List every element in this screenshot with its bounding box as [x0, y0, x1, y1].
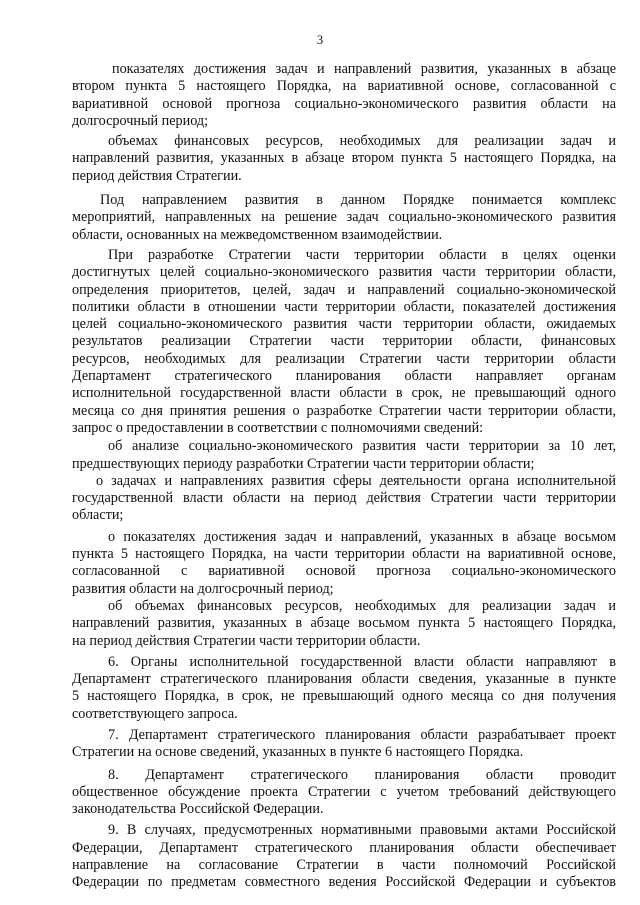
document-body: [72, 61, 616, 892]
text-line: политики области в отношении части территории области, показателей достижения: [72, 298, 616, 315]
text-line: об анализе социально-экономического развития части территории за 10 лет,: [108, 438, 616, 455]
text-line: Стратегии на основе сведений, указанных в пункте 6 настоящего Порядка.: [72, 744, 524, 761]
paragraph: [72, 247, 616, 437]
text-line: направлений развития, указанных в абзаце втором пункта 5 настоящего Порядка, на: [72, 150, 616, 167]
text-line: законодательства Российской Федерации.: [72, 801, 324, 818]
text-line: показателях достижения задач и направлений развития, указанных в абзаце: [112, 61, 616, 77]
text-line: ресурсов, необходимых для реализации Стратегии части территории области: [72, 350, 616, 367]
paragraph: [72, 654, 616, 723]
text-line: объемах финансовых ресурсов, необходимых для реализации задач и: [108, 133, 616, 150]
text-line: определения приоритетов, целей, задач и направлений социально-экономической: [72, 281, 616, 298]
text-line: направление на согласование Стратегии в части полномочий Российской: [72, 857, 616, 874]
text-line: Федерации по предметам совместного ведения Российской Федерации и субъектов: [72, 874, 616, 891]
text-line: государственной власти области на период действия Стратегии части территории: [72, 490, 616, 507]
text-line: вариативной основой прогноза социально-экономического развития области на: [72, 95, 616, 112]
text-line: Департамент стратегического планирования области сведения, указанные в пункте: [72, 671, 616, 688]
paragraph: [72, 61, 616, 130]
text-line: Департамент стратегического планирования области направляет органам: [72, 368, 616, 385]
text-line: Федерации, Департамент стратегического планирования области обеспечивает: [72, 839, 616, 856]
paragraph: [72, 133, 616, 185]
text-line: о задачах и направлениях развития сферы деятельности органа исполнительной: [96, 472, 616, 489]
text-line: 9. В случаях, предусмотренных нормативными правовыми актами Российской: [108, 822, 616, 839]
text-line: общественное обсуждение проекта Стратегии с учетом требований действующего: [72, 783, 616, 800]
paragraph: [72, 727, 616, 762]
text-line: развития области на долгосрочный период;: [72, 580, 334, 597]
text-line: При разработке Стратегии части территории области в целях оценки: [108, 246, 616, 263]
text-line: на период действия Стратегии части территории области.: [72, 632, 421, 649]
page-number: 3: [316, 33, 324, 47]
paragraph: [72, 438, 616, 473]
text-line: 8. Департамент стратегического планирования области проводит: [108, 766, 616, 783]
text-line: об объемах финансовых ресурсов, необходимых для реализации задач и: [108, 597, 616, 614]
text-line: исполнительной государственной власти области в срок, не превышающий одного: [72, 385, 616, 402]
text-line: пункта 5 настоящего Порядка, на части территории области на вариативной основе,: [72, 546, 616, 563]
paragraph: [72, 767, 616, 819]
text-line: запрос о предоставлении в соответствии с полномочиями сведений:: [72, 419, 484, 436]
text-line: соответствующего запроса.: [72, 705, 238, 722]
text-line: целей социально-экономического развития части территории области, ожидаемых: [72, 316, 616, 333]
text-line: предшествующих периоду разработки Стратегии части территории области;: [72, 455, 535, 472]
text-line: области, основанных на межведомственном взаимодействии.: [72, 226, 443, 243]
text-line: мероприятий, направленных на решение задач социально-экономического развития: [72, 209, 616, 226]
paragraph: [72, 529, 616, 598]
text-line: 6. Органы исполнительной государственной власти области направляют в: [108, 653, 616, 670]
paragraph: [72, 473, 616, 525]
text-line: о показателях достижения задач и направлений, указанных в абзаце восьмом: [108, 528, 616, 545]
paragraph: [72, 598, 616, 650]
text-line: период действия Стратегии.: [72, 167, 242, 184]
text-line: месяца со дня принятия решения о разработке Стратегии части территории области,: [72, 402, 616, 419]
text-line: области;: [72, 507, 124, 524]
text-line: долгосрочный период;: [72, 112, 209, 129]
text-line: 7. Департамент стратегического планирования области разрабатывает проект: [108, 726, 616, 743]
text-line: 5 настоящего Порядка, в срок, не превышающий одного месяца со дня получения: [72, 688, 616, 705]
paragraph: [72, 822, 616, 891]
text-line: результатов реализации Стратегии части территории области, финансовых: [72, 333, 616, 350]
text-line: втором пункта 5 настоящего Порядка, на вариативной основе, согласованной с: [72, 78, 616, 95]
text-line: достигнутых целей социально-экономического развития части территории области,: [72, 264, 616, 281]
text-line: направлений развития, указанных в абзаце восьмом пункта 5 настоящего Порядка,: [72, 615, 616, 632]
text-line: согласованной с вариативной основой прогноза социально-экономического: [72, 563, 616, 580]
paragraph: [72, 192, 616, 244]
text-line: Под направлением развития в данном Порядке понимается комплекс: [100, 192, 616, 209]
